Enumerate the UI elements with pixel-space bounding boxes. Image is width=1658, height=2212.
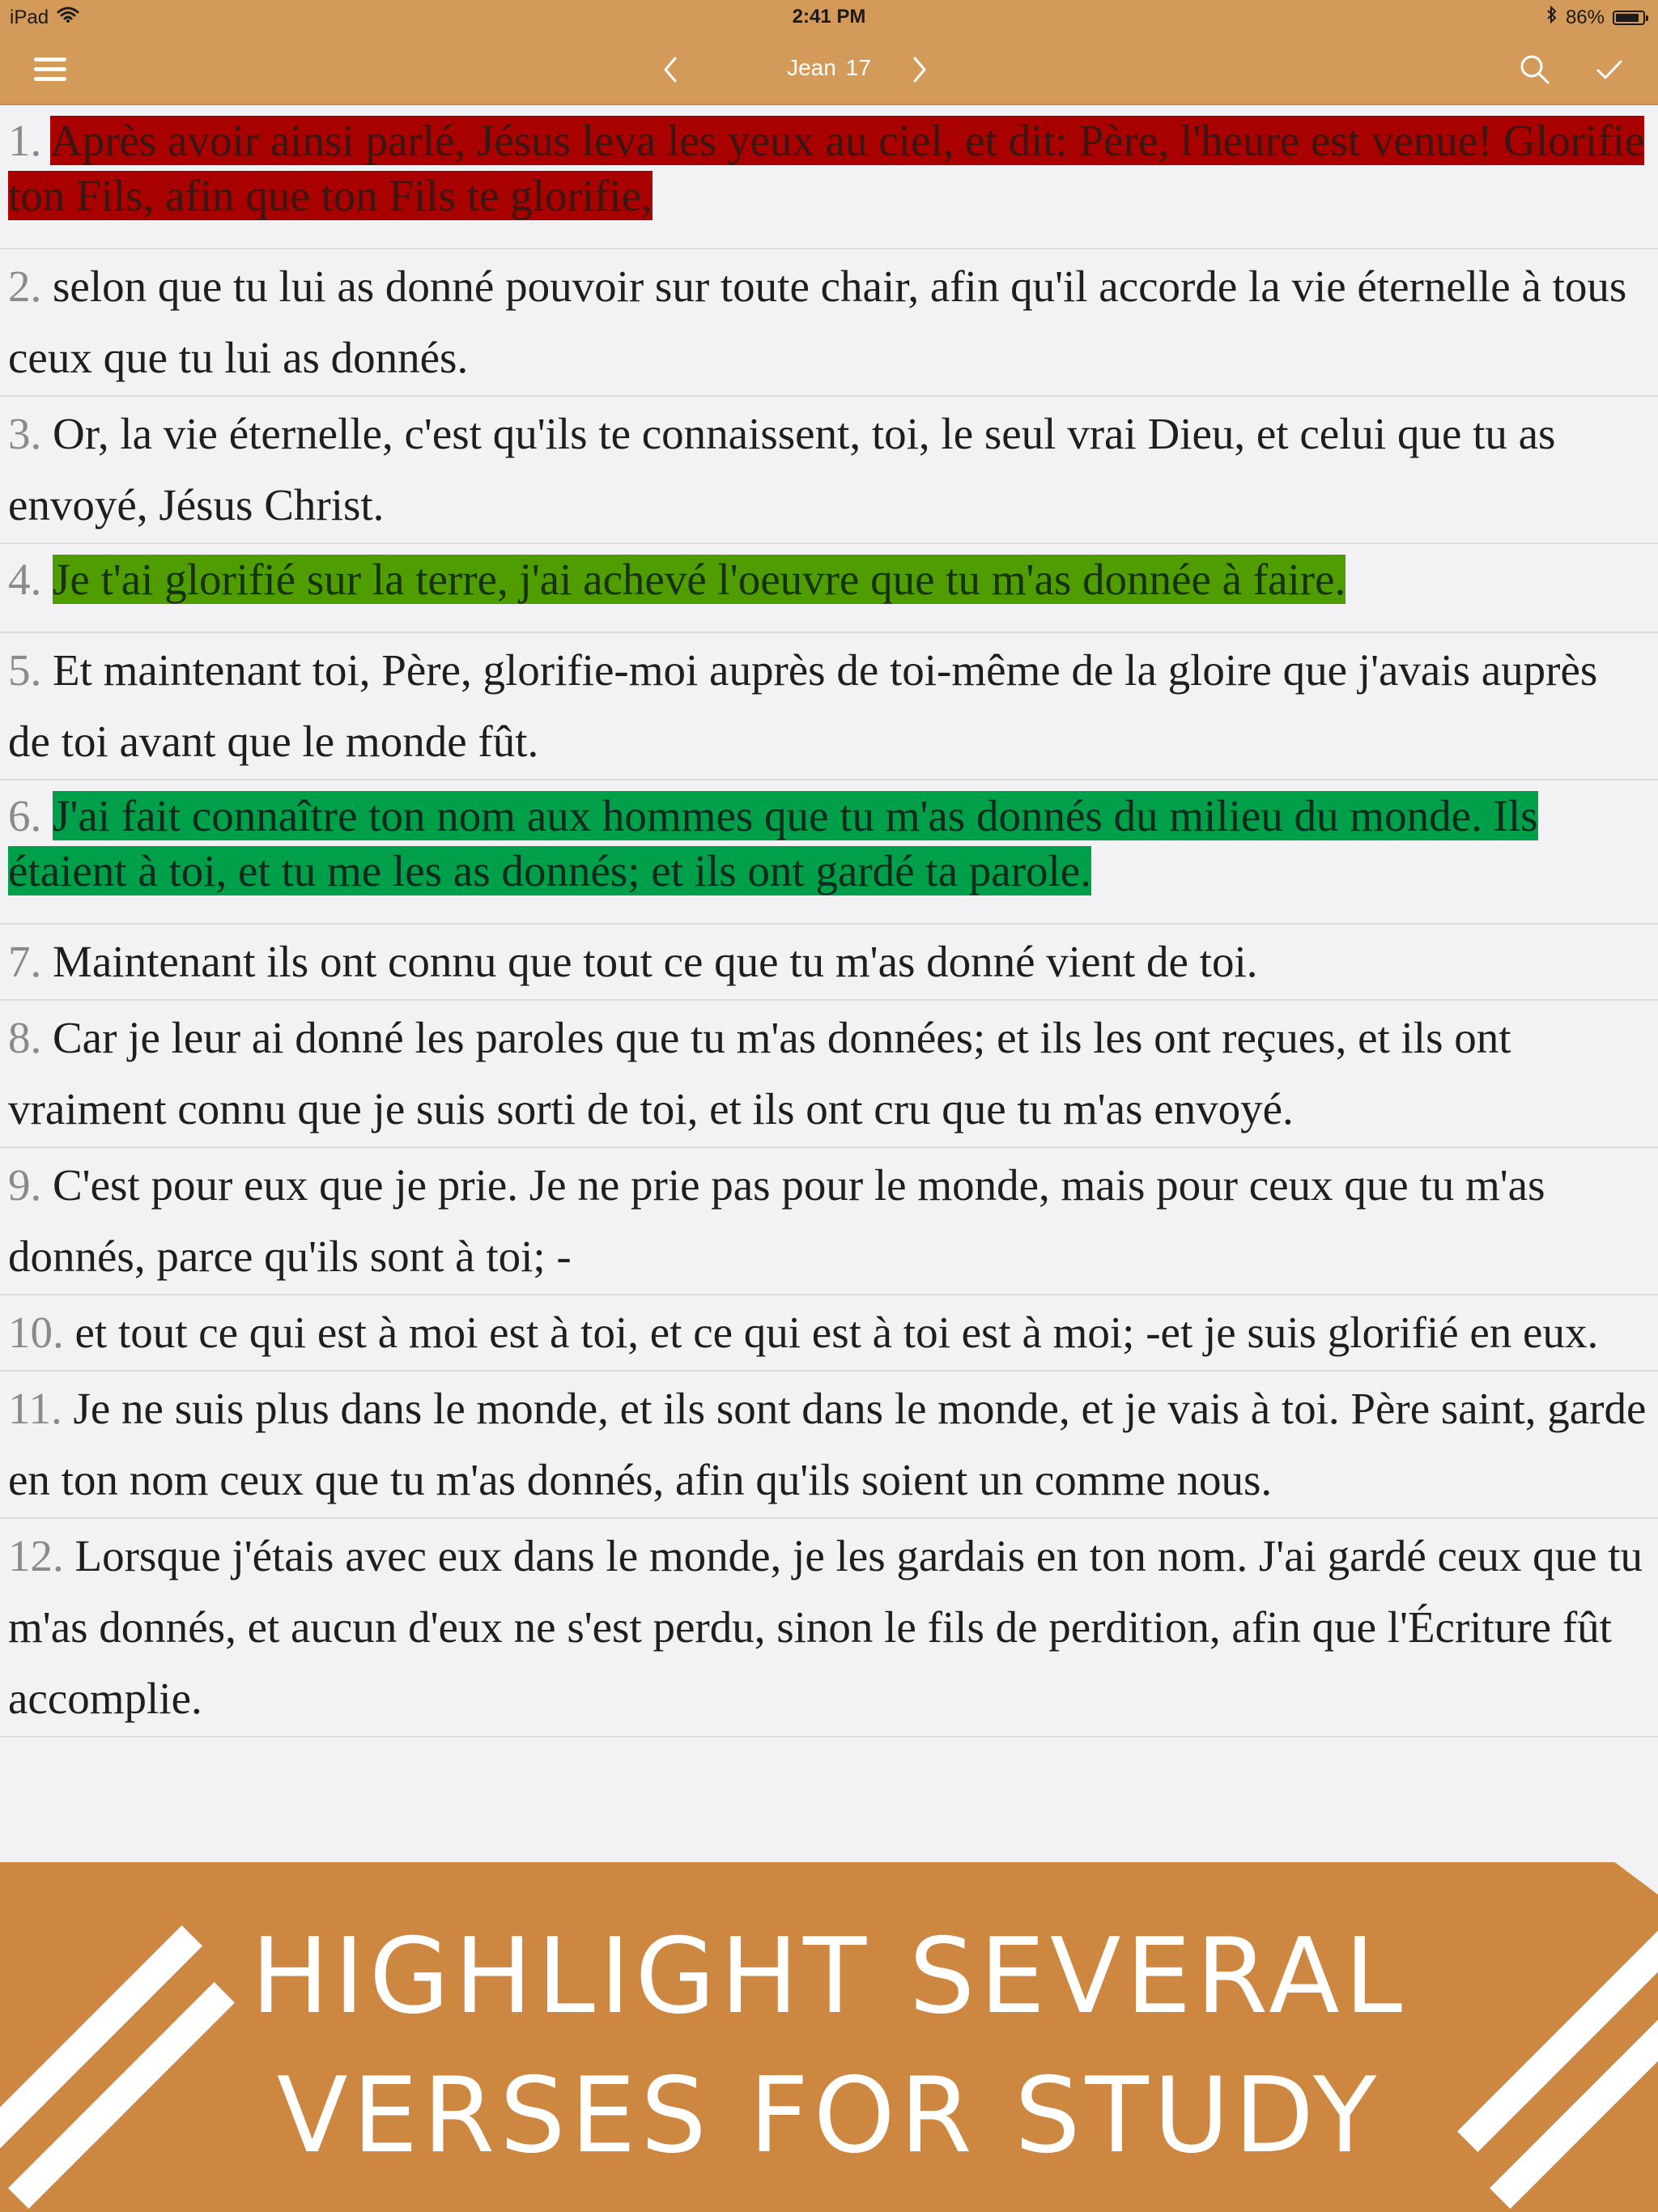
verse-number: 12.: [8, 1531, 64, 1580]
highlighted-verse-text: Je t'ai glorifié sur la terre, j'ai achevé l'oeuvre que tu m'as donnée à faire.: [53, 555, 1346, 604]
status-bar: [0, 0, 1658, 34]
verse-number: 5.: [8, 645, 42, 695]
verse-number: 4.: [8, 555, 42, 604]
highlighted-verse-text: Après avoir ainsi parlé, Jésus leva les yeux au ciel, et dit: Père, l'heure est venue! Glorifie ton Fils, afin que ton Fils te glorifie,: [8, 116, 1645, 220]
verse-text: Et maintenant toi, Père, glorifie-moi auprès de toi-même de la gloire que j'avais auprès de toi avant que le monde fût.: [8, 645, 1598, 766]
chevron-right-icon[interactable]: [900, 50, 939, 89]
verse-number: 9.: [8, 1160, 42, 1210]
verse-text: Car je leur ai donné les paroles que tu m'as données; et ils les ont reçues, et ils ont vraiment connu que je suis sorti de toi, et ils ont cru que tu m'as envoyé.: [8, 1013, 1511, 1134]
verse-list[interactable]: [0, 105, 1658, 1862]
banner-line-2: VERSES FOR STUDY: [276, 2056, 1382, 2176]
verse-text: et tout ce qui est à moi est à toi, et ce qui est à toi est à moi; -et je suis glorifié en eux.: [74, 1308, 1599, 1357]
verse-8[interactable]: [0, 1001, 1658, 1148]
battery-icon: [1613, 11, 1645, 25]
verse-6[interactable]: [0, 781, 1658, 925]
verse-10[interactable]: [0, 1295, 1658, 1372]
verse-text: selon que tu lui as donné pouvoir sur toute chair, afin qu'il accorde la vie éternelle à tous ceux que tu lui as donnés.: [8, 262, 1627, 382]
chapter-title[interactable]: [0, 55, 1658, 81]
verse-text: Lorsque j'étais avec eux dans le monde, je les gardais en ton nom. J'ai gardé ceux que tu m'as donnés, et aucun d'eux ne s'est perdu, sinon le fils de perdition, afin que l'Écriture fût accomplie.: [8, 1531, 1643, 1723]
verse-number: 7.: [8, 937, 42, 986]
bluetooth-icon: [1546, 6, 1558, 29]
verse-3[interactable]: [0, 397, 1658, 544]
chapter-number: 17: [845, 55, 871, 80]
checkmark-icon[interactable]: [1590, 50, 1629, 89]
verse-7[interactable]: [0, 925, 1658, 1001]
verse-9[interactable]: [0, 1148, 1658, 1295]
verse-text: Or, la vie éternelle, c'est qu'ils te connaissent, toi, le seul vrai Dieu, et celui que tu as envoyé, Jésus Christ.: [8, 409, 1556, 530]
verse-text: Je ne suis plus dans le monde, et ils sont dans le monde, et je vais à toi. Père saint, garde en ton nom ceux que tu m'as donnés, afin qu'ils soient un comme nous.: [8, 1384, 1647, 1504]
verse-2[interactable]: [0, 249, 1658, 397]
verse-4[interactable]: [0, 544, 1658, 633]
verse-number: 8.: [8, 1013, 42, 1062]
navigation-bar: [0, 34, 1658, 105]
verse-5[interactable]: [0, 633, 1658, 781]
verse-11[interactable]: [0, 1372, 1658, 1519]
search-icon[interactable]: [1516, 50, 1554, 89]
device-label: iPad: [10, 6, 49, 28]
status-right: [1546, 6, 1645, 29]
status-time: 2:41 PM: [792, 6, 866, 28]
battery-level-fill: [1616, 14, 1639, 22]
verse-number: 11.: [8, 1384, 62, 1433]
verse-number: 3.: [8, 409, 42, 458]
battery-percent: 86%: [1565, 6, 1605, 28]
verse-number: 6.: [8, 791, 42, 840]
promo-banner: [0, 1862, 1658, 2212]
banner-line-1: HIGHLIGHT SEVERAL: [251, 1916, 1407, 2037]
highlighted-verse-text: J'ai fait connaître ton nom aux hommes que tu m'as donnés du milieu du monde. Ils étaient à toi, et tu me les as donnés; et ils ont gardé ta parole.: [8, 791, 1538, 895]
verse-12[interactable]: [0, 1519, 1658, 1738]
banner-title: [0, 1908, 1658, 2186]
verse-text: Maintenant ils ont connu que tout ce que tu m'as donné vient de toi.: [53, 937, 1258, 986]
verse-number: 1.: [8, 116, 42, 165]
verse-text: C'est pour eux que je prie. Je ne prie pas pour le monde, mais pour ceux que tu m'as donnés, parce qu'ils sont à toi; -: [8, 1160, 1545, 1281]
verse-number: 10.: [8, 1308, 64, 1357]
verse-number: 2.: [8, 262, 42, 311]
page-curl: [1593, 1862, 1658, 1895]
book-name: Jean: [787, 55, 836, 80]
verse-1[interactable]: [0, 105, 1658, 249]
